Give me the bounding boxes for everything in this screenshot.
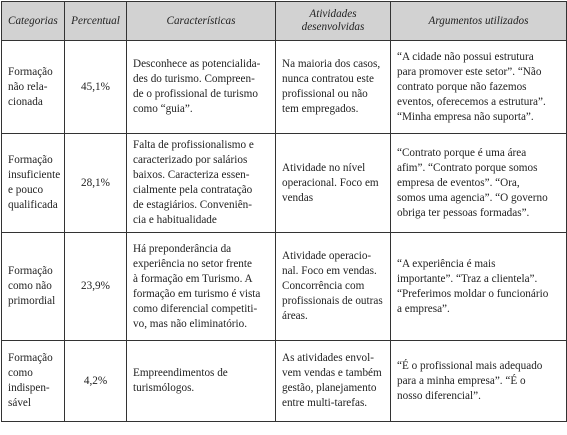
atividades-cell: Atividade no nível operacional. Foco em vendas — [276, 134, 391, 233]
caracteristicas-cell: Empreendimentos de turismólogos. — [127, 341, 276, 422]
header-categorias: Categorias — [2, 2, 65, 41]
header-caracteristicas: Características — [127, 2, 276, 41]
table-row — [2, 233, 567, 341]
header-percentual: Percentual — [65, 2, 127, 41]
table-row — [2, 134, 567, 233]
categoria-cell: Formação como indispen- sável — [2, 341, 65, 422]
percentual-cell: 28,1% — [65, 134, 127, 233]
argumentos-cell: “É o profissional mais adequado para a minha empresa”. “É o nosso diferencial”. — [391, 341, 567, 422]
categoria-cell: Formação como não primordial — [2, 233, 65, 341]
header-atividades: Atividades desenvolvidas — [276, 2, 391, 41]
argumentos-cell: “Contrato porque é uma área afim”. “Contrato porque somos empresa de eventos”. “Ora, somos uma agencia”. “O governo obriga ter pessoas formadas”. — [391, 134, 567, 233]
percentual-cell: 23,9% — [65, 233, 127, 341]
percentual-cell: 4,2% — [65, 341, 127, 422]
categories-table — [1, 1, 567, 422]
table-row — [2, 341, 567, 422]
caracteristicas-cell: Desconhece as potencialida- des do turismo. Compreen- de o profissional de turismo como “guia”. — [127, 41, 276, 134]
argumentos-cell: “A cidade não possui estrutura para promover este setor”. “Não contrato porque não fazemos eventos, oferecemos a estrutura”. “Minha empresa não suporta”. — [391, 41, 567, 134]
atividades-cell: Atividade operacio- nal. Foco em vendas. Concorrência com profissionais de outras áreas. — [276, 233, 391, 341]
header-argumentos: Argumentos utilizados — [391, 2, 567, 41]
categoria-cell: Formação não rela- cionada — [2, 41, 65, 134]
atividades-cell: As atividades envol- vem vendas e também gestão, planejamento entre multi-tarefas. — [276, 341, 391, 422]
percentual-cell: 45,1% — [65, 41, 127, 134]
argumentos-cell: “A experiência é mais importante”. “Traz a clientela”. “Preferimos moldar o funcionário a empresa”. — [391, 233, 567, 341]
caracteristicas-cell: Há preponderância da experiência no setor frente à formação em Turismo. A formação em turismo é vista como diferencial competiti- vo, mas não eliminatório. — [127, 233, 276, 341]
atividades-cell: Na maioria dos casos, nunca contratou este profissional ou não tem empregados. — [276, 41, 391, 134]
caracteristicas-cell: Falta de profissionalismo e caracterizado por salários baixos. Caracteriza essen- cialmente pela contratação de estagiários. Conveniên- cia e habitualidade — [127, 134, 276, 233]
categoria-cell: Formação insuficiente e pouco qualificada — [2, 134, 65, 233]
header-row — [2, 2, 567, 41]
table-row — [2, 41, 567, 134]
